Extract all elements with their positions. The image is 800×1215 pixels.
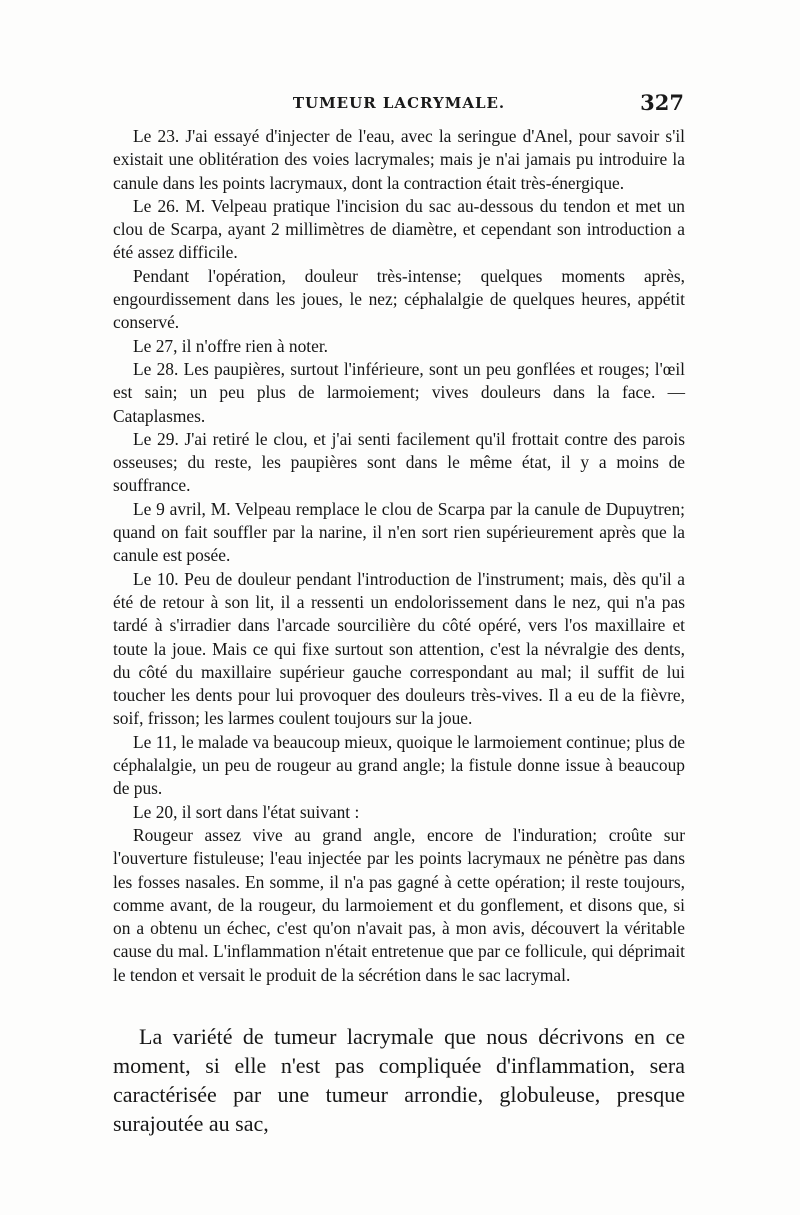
paragraph-pendant-operation: Pendant l'opération, douleur très-intense; quelques moments après, engourdissement dans les joues, le nez; céphalalgie de quelques heures, appétit conservé. <box>113 265 685 333</box>
paragraph-le-28: Le 28. Les paupières, surtout l'inférieure, sont un peu gonflées et rouges; l'œil est sain; un peu plus de larmoiement; vives douleurs dans la face. — Cataplasmes. <box>113 358 685 426</box>
body-text <box>113 125 685 1138</box>
running-head <box>112 90 686 122</box>
paragraph-le-10: Le 10. Peu de douleur pendant l'introduction de l'instrument; mais, dès qu'il a été de retour à son lit, il a ressenti un endolorissement dans le nez, qui n'a pas tardé à s'irradier dans l'arcade sourcilière du côté opéré, vers l'os maxillaire et toute la joue. Mais ce qui fixe surtout son attention, c'est la névralgie des dents, du côté du maxillaire supérieur gauche correspondant au mal; il suffit de lui toucher les dents pour lui provoquer des douleurs très-vives. Il a eu de la fièvre, soif, frisson; les larmes coulent toujours sur la joue. <box>113 568 685 729</box>
paragraph-le-20: Le 20, il sort dans l'état suivant : <box>133 801 360 822</box>
paragraph-rougeur: Rougeur assez vive au grand angle, encore de l'induration; croûte sur l'ouverture fistuleuse; l'eau injectée par les points lacrymaux ne pénètre pas dans les fosses nasales. En somme, il n'a pas gagné à cette opération; il reste toujours, comme avant, de la rougeur, du larmoiement et du gonflement, et disons que, si on a obtenu un échec, c'est qu'on n'avait pas, à mon avis, découvert la véritable cause du mal. L'inflammation n'était entretenue que par ce follicule, qui déprimait le tendon et versait le produit de la sécrétion dans le sac lacrymal. <box>113 824 685 985</box>
paragraph-le-29: Le 29. J'ai retiré le clou, et j'ai senti facilement qu'il frottait contre des parois osseuses; du reste, les paupières sont dans le même état, il y a moins de souffrance. <box>113 428 685 496</box>
paragraph-le-9-avril: Le 9 avril, M. Velpeau remplace le clou de Scarpa par la canule de Dupuytren; quand on fait souffler par la narine, il n'en sort rien supérieurement après que la canule est posée. <box>113 498 685 566</box>
paragraph-closing: La variété de tumeur lacrymale que nous décrivons en ce moment, si elle n'est pas compliquée d'inflammation, sera caractérisée par une tumeur arrondie, globuleuse, presque surajoutée au sac, <box>113 1023 685 1136</box>
paragraph-le-23: Le 23. J'ai essayé d'injecter de l'eau, avec la seringue d'Anel, pour savoir s'il existait une oblitération des voies lacrymales; mais je n'ai jamais pu introduire la canule dans les points lacrymaux, dont la contraction était très-énergique. <box>113 126 685 193</box>
paragraph-le-11: Le 11, le malade va beaucoup mieux, quoique le larmoiement continue; plus de céphalalgie, un peu de rougeur au grand angle; la fistule donne issue à beaucoup de pus. <box>113 731 685 799</box>
paragraph-le-26: Le 26. M. Velpeau pratique l'incision du sac au-dessous du tendon et met un clou de Scarpa, ayant 2 millimètres de diamètre, et cependant son introduction a été assez difficile. <box>113 195 685 263</box>
paragraph-le-27: Le 27, il n'offre rien à noter. <box>133 335 329 356</box>
page-number: 327 <box>640 90 684 115</box>
running-title: TUMEUR LACRYMALE. <box>292 94 506 112</box>
